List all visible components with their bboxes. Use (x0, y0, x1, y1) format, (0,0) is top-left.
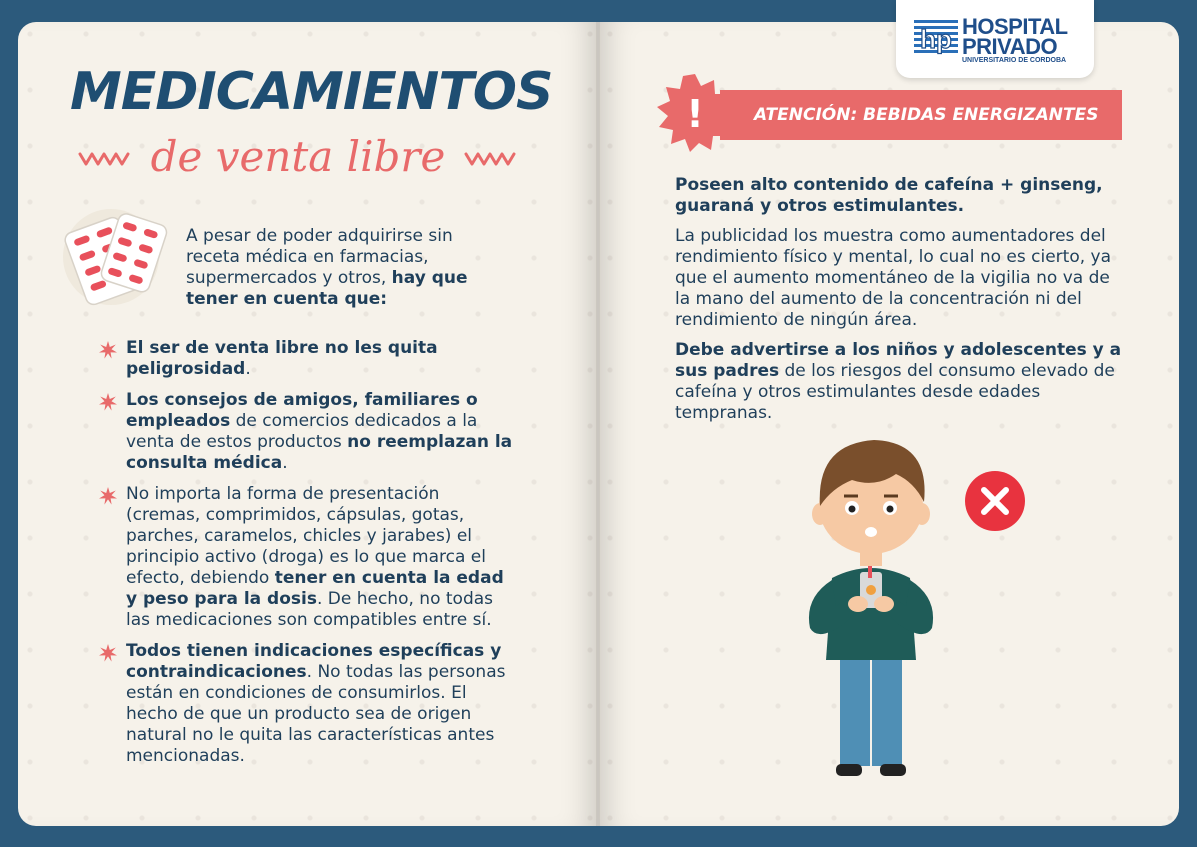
intro-paragraph (186, 226, 486, 310)
hospital-logo (896, 0, 1094, 78)
wave-right-icon (464, 150, 518, 168)
x-circle-icon (964, 470, 1026, 532)
list-item (96, 338, 516, 380)
right-p3 (675, 340, 1130, 424)
list-item (96, 390, 516, 474)
right-p2: La publicidad los muestra como aumentadores del rendimiento físico y mental, lo cual no es cierto, ya que el aumento momentáneo de la vigilia no va de la mano del aumento de la concentración ni del rendimiento de ningún área. (675, 226, 1112, 330)
title-sub: de venta libre (150, 132, 446, 181)
list-item (96, 641, 516, 767)
exclamation-burst-icon (654, 72, 736, 154)
logo-line-2: PRIVADO (962, 34, 1058, 59)
asterisk-star-icon (98, 486, 118, 506)
alert-symbol: ! (686, 92, 704, 136)
bullet-bold: El ser de venta libre no les quita peligrosidad (126, 338, 438, 379)
bullet-text: . (245, 359, 251, 379)
right-p1: Poseen alto contenido de cafeína + ginseng, guaraná y otros estimulantes. (675, 175, 1103, 216)
wave-left-icon (78, 150, 132, 168)
right-content (675, 175, 1130, 433)
title-sub-block (78, 132, 518, 192)
bullet-text: No importa la forma de presentación (cremas, comprimidos, cápsulas, gotas, parches, caramelos, chicles y jarabes) el principio activo (droga) es lo que marca el efecto, debiendo (126, 484, 486, 588)
bullet-text: de comercios dedicados a la venta de estos productos (126, 411, 478, 452)
right-p3-bold: Debe advertirse a los niños y adolescentes y a sus padres (675, 340, 1122, 381)
bullet-bold: Todos tienen indicaciones específicas y contraindicaciones (126, 641, 502, 682)
title-main: MEDICAMIENTOS (70, 62, 553, 122)
bullet-list (96, 338, 516, 777)
intro-text: A pesar de poder adquirirse sin receta médica en farmacias, supermercados y otros, (186, 226, 453, 288)
pill-blister-icon (56, 202, 176, 312)
bullet-text: . (282, 453, 288, 473)
book-fold (596, 22, 600, 826)
asterisk-star-icon (98, 340, 118, 360)
right-p3-text: de los riesgos del consumo elevado de cafeína y otros estimulantes desde edades tempranas. (675, 361, 1115, 423)
logo-line-3: UNIVERSITARIO DE CORDOBA (962, 57, 1067, 64)
intro-bold: hay que tener en cuenta que: (186, 268, 468, 309)
bullet-text: . No todas las personas están en condiciones de consumirlos. El hecho de que un producto sea de origen natural no le quita las características antes mencionadas. (126, 662, 506, 766)
alert-banner (720, 90, 1122, 140)
boy-drinking-illustration (796, 428, 946, 782)
list-item (96, 484, 516, 631)
bullet-bold: tener en cuenta la edad y peso para la dosis (126, 568, 504, 609)
alert-title: ATENCIÓN: BEBIDAS ENERGIZANTES (754, 105, 1099, 125)
asterisk-star-icon (98, 643, 118, 663)
bullet-bold: no reemplazan la consulta médica (126, 432, 513, 473)
bullet-bold: Los consejos de amigos, familiares o empleados (126, 390, 478, 431)
logo-mark-text: hp (920, 24, 952, 54)
asterisk-star-icon (98, 392, 118, 412)
hp-logo-icon (914, 16, 958, 60)
bullet-text: . De hecho, no todas las medicaciones son compatibles entre sí. (126, 589, 494, 630)
logo-line-1: HOSPITAL (962, 14, 1068, 39)
